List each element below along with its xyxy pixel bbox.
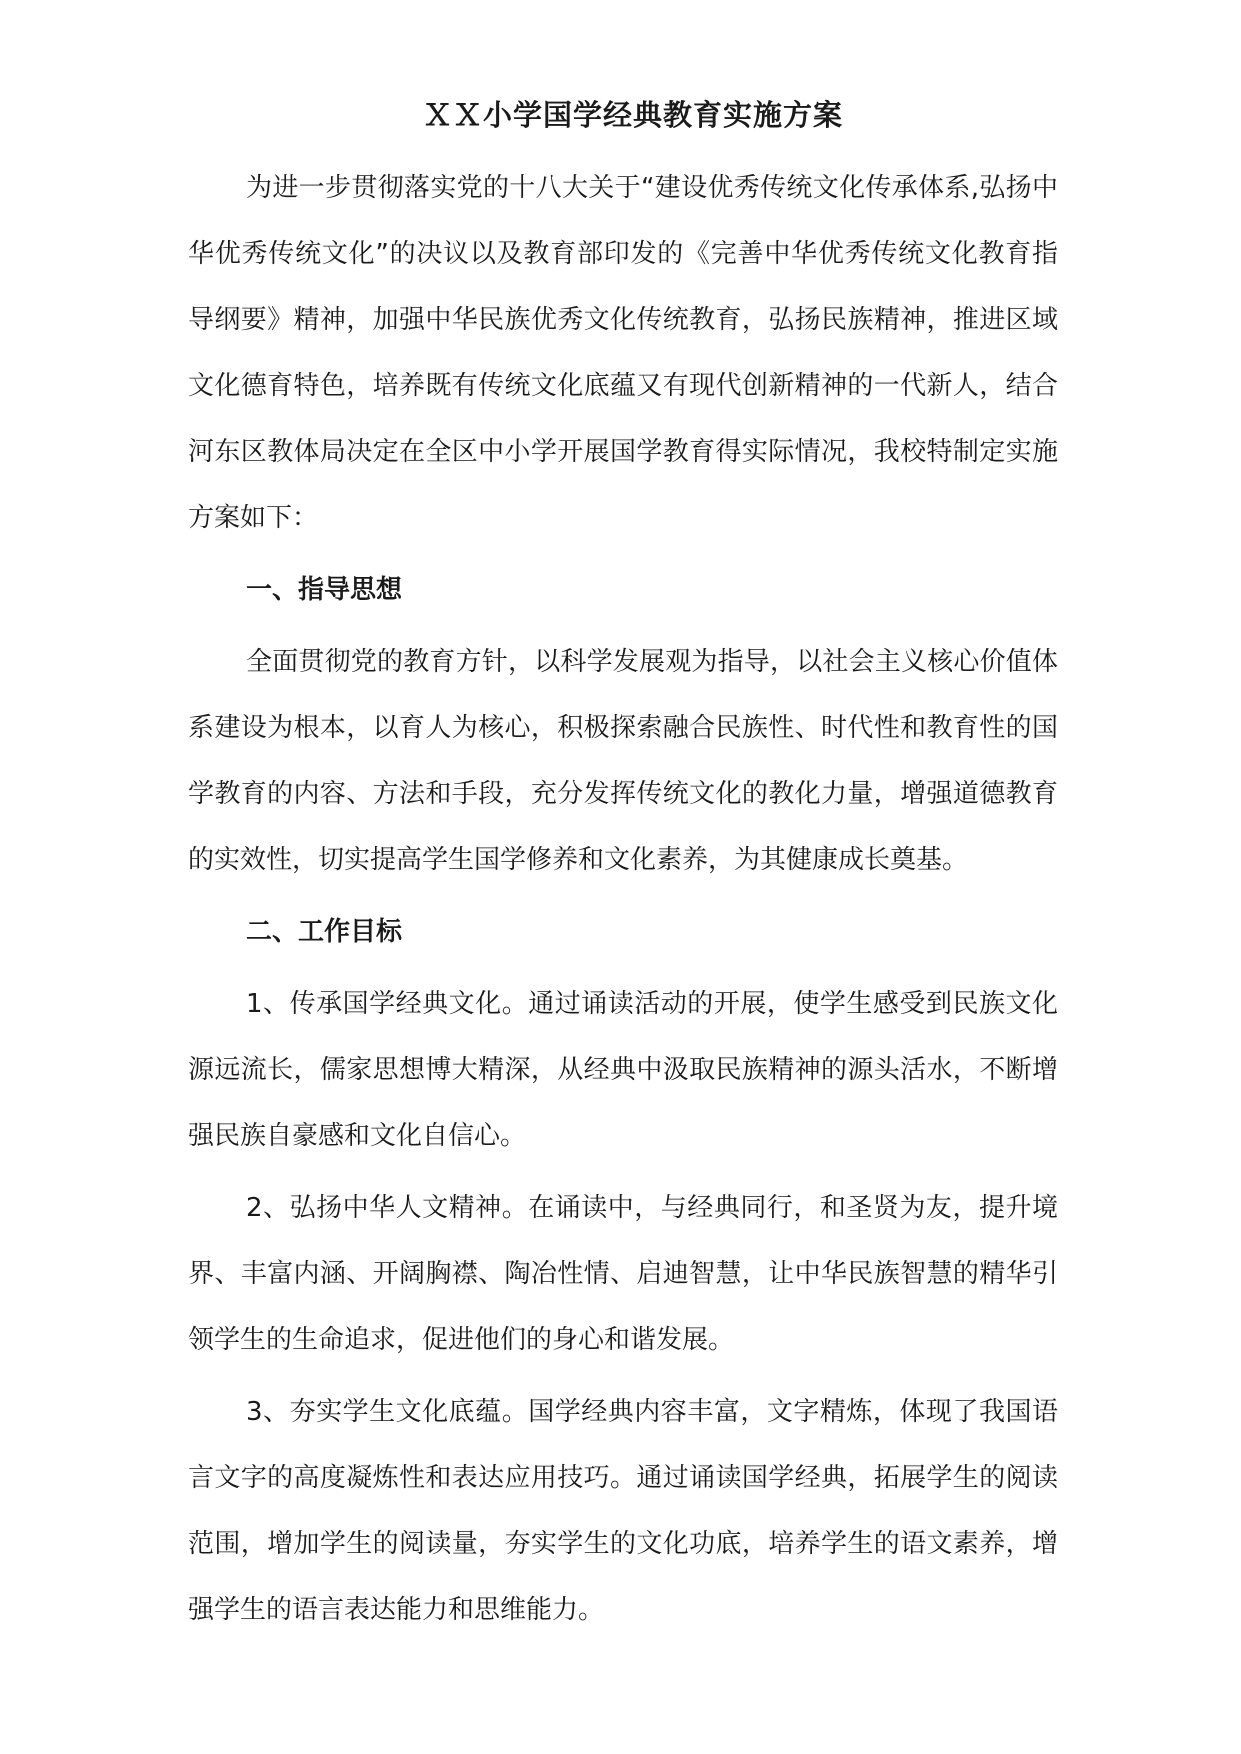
section-paragraph: 3、夯实学生文化底蕴。国学经典内容丰富，文字精炼，体现了我国语言文字的高度凝炼性和表达应用技巧。通过诵读国学经典，拓展学生的阅读范围，增加学生的阅读量，夯实学生的文化功底，培养学生的语文素养，增强学生的语言表达能力和思维能力。 bbox=[188, 1397, 1058, 1625]
section-guiding-ideology bbox=[188, 557, 1058, 893]
section-paragraph: 全面贯彻党的教育方针，以科学发展观为指导，以社会主义核心价值体系建设为根本，以育人为核心，积极探索融合民族性、时代性和教育性的国学教育的内容、方法和手段，充分发挥传统文化的教化力量，增强道德教育的实效性，切实提高学生国学修养和文化素养，为其健康成长奠基。 bbox=[188, 647, 1058, 875]
section-paragraph: 1、传承国学经典文化。通过诵读活动的开展，使学生感受到民族文化源远流长，儒家思想博大精深，从经典中汲取民族精神的源头活水，不断增强民族自豪感和文化自信心。 bbox=[188, 989, 1058, 1151]
intro-paragraph: 为进一步贯彻落实党的十八大关于“建设优秀传统文化传承体系,弘扬中华优秀传统文化”的决议以及教育部印发的《完善中华优秀传统文化教育指导纲要》精神，加强中华民族优秀文化传统教育，弘扬民族精神，推进区域文化德育特色，培养既有传统文化底蕴又有现代创新精神的一代新人，结合河东区教体局决定在全区中小学开展国学教育得实际情况，我校特制定实施方案如下： bbox=[188, 173, 1058, 533]
section-heading: 一、指导思想 bbox=[246, 575, 403, 605]
section-heading: 二、工作目标 bbox=[246, 917, 403, 947]
section-work-goals bbox=[188, 899, 1058, 1643]
document-body bbox=[188, 95, 1058, 1643]
document-title: ＸＸ小学国学经典教育实施方案 bbox=[422, 98, 843, 132]
section-paragraph: 2、弘扬中华人文精神。在诵读中，与经典同行，和圣贤为友，提升境界、丰富内涵、开阔胸襟、陶冶性情、启迪智慧，让中华民族智慧的精华引领学生的生命追求，促进他们的身心和谐发展。 bbox=[188, 1193, 1058, 1355]
